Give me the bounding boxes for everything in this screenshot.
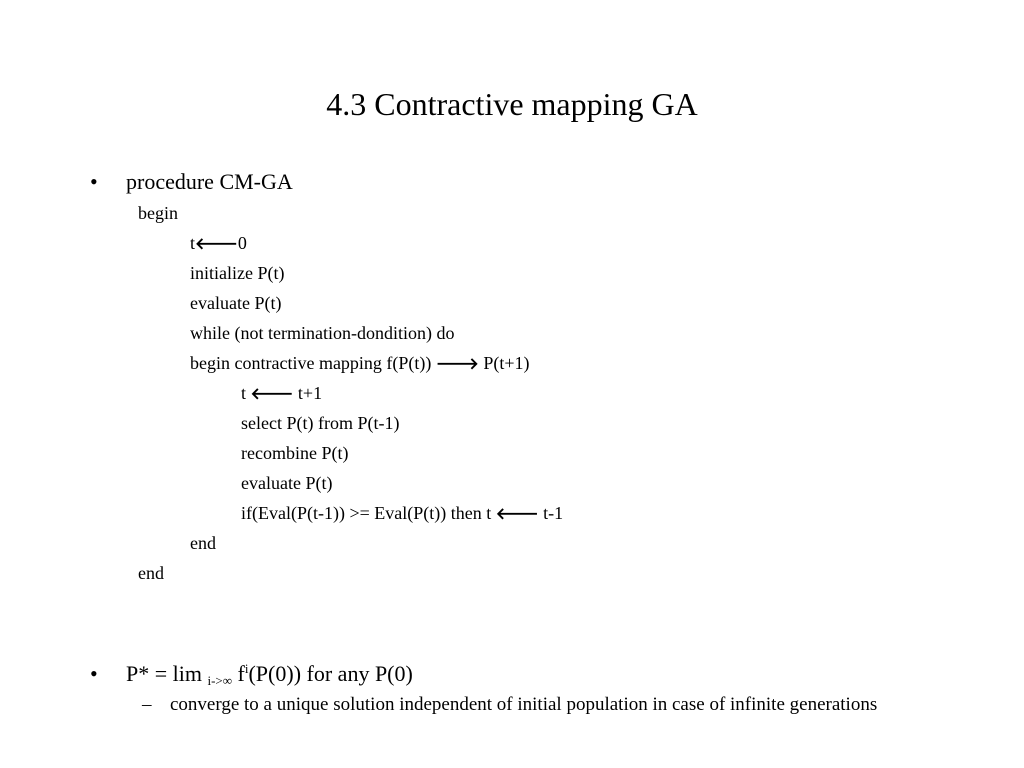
code-line-contractive-mapping: [190, 352, 529, 375]
code-line-begin: begin: [138, 203, 178, 223]
left-arrow-icon: 🡐: [250, 384, 294, 403]
left-arrow-icon: 🡐: [195, 234, 238, 253]
code-text: if(Eval(P(t-1)) >= Eval(P(t)) then t: [241, 503, 492, 523]
code-line-while: while (not termination-dondition) do: [190, 323, 455, 343]
bullet-text: [126, 661, 413, 687]
code-line-evaluate: evaluate P(t): [190, 293, 282, 313]
formula-subscript: i->∞: [207, 673, 233, 688]
dash-marker: –: [142, 694, 152, 715]
code-text: P(t+1): [483, 353, 530, 373]
code-line-t-init: [190, 232, 247, 255]
code-text: t+1: [297, 383, 323, 403]
formula-text: P* = lim: [126, 661, 208, 686]
bullet-marker: •: [90, 169, 98, 194]
code-line-if: [241, 502, 563, 525]
sub-bullet-text: converge to a unique solution independent of initial population in case of infinite generations: [170, 694, 878, 715]
code-text: t: [190, 233, 196, 253]
code-text: 0: [237, 233, 247, 253]
code-line-recombine: recombine P(t): [241, 443, 349, 463]
bullet-marker: •: [90, 661, 98, 686]
formula-superscript: i: [244, 661, 249, 676]
code-text: begin contractive mapping f(P(t)): [190, 353, 432, 373]
code-line-end-inner: end: [190, 533, 216, 553]
code-text: t-1: [543, 503, 564, 523]
formula-text: f: [232, 661, 245, 686]
code-text: t: [241, 383, 247, 403]
bullet-text: procedure CM-GA: [126, 169, 293, 194]
code-line-end-outer: end: [138, 563, 164, 583]
formula-text: (P(0)) for any P(0): [248, 661, 413, 686]
code-line-t-increment: [241, 382, 322, 405]
right-arrow-icon: 🡒: [435, 354, 479, 373]
code-line-evaluate-inner: evaluate P(t): [241, 473, 333, 493]
left-arrow-icon: 🡐: [495, 504, 539, 523]
code-line-select: select P(t) from P(t-1): [241, 413, 400, 433]
code-line-initialize: initialize P(t): [190, 263, 285, 283]
slide-title: 4.3 Contractive mapping GA: [326, 86, 698, 122]
